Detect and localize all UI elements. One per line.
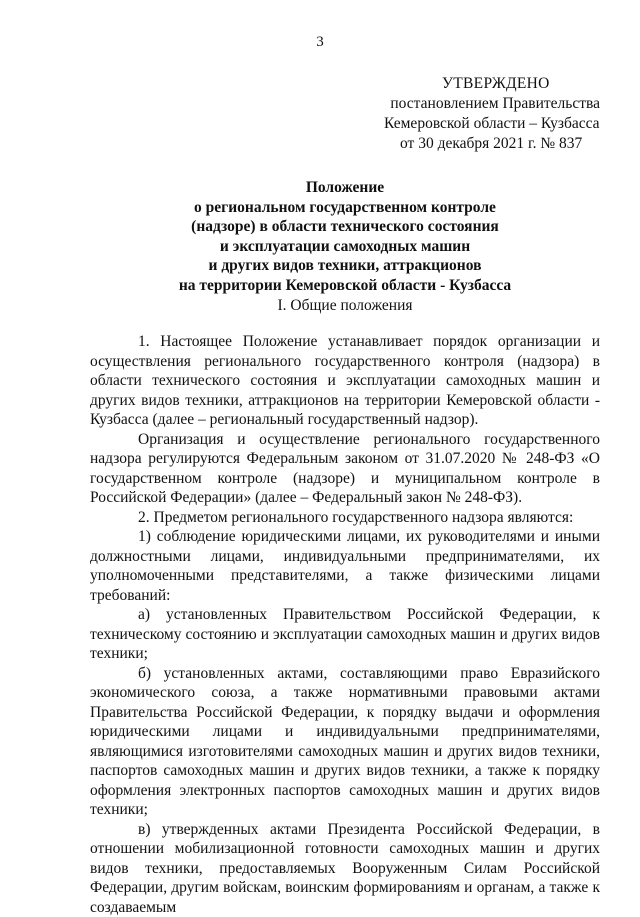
paragraph: Организация и осуществление регионального государственного надзора регулируются Федеральным законом от 31.07.2020 № 248-ФЗ «О государственном контроле (надзоре) и муниципальном контроле в Российской Федерации» (далее – Федеральный закон № 248-ФЗ).	[90, 430, 600, 508]
document-title	[90, 178, 600, 295]
title-line: и других видов техники, аттракционов	[90, 256, 600, 276]
page-number: 3	[0, 34, 640, 51]
paragraph: 2. Предметом регионального государственного надзора являются:	[90, 508, 600, 528]
section-heading: I. Общие положения	[90, 297, 600, 315]
title-line: Положение	[90, 178, 600, 198]
paragraph: а) установленных Правительством Российской Федерации, к техническому состоянию и эксплуатации самоходных машин и других видов техники;	[90, 605, 600, 664]
title-line: и эксплуатации самоходных машин	[90, 237, 600, 257]
approval-block	[360, 74, 600, 154]
title-line: (надзоре) в области технического состояния	[90, 217, 600, 237]
approval-line-1: постановлением Правительства	[360, 94, 600, 114]
approval-title: УТВЕРЖДЕНО	[360, 74, 600, 94]
paragraph: 1) соблюдение юридическими лицами, их руководителями и иными должностными лицами, индивидуальными предпринимателями, их уполномоченными представителями, а также физическими лицами требований:	[90, 527, 600, 605]
title-line: на территории Кемеровской области - Кузбасса	[90, 276, 600, 296]
paragraph: в) утвержденных актами Президента Российской Федерации, в отношении мобилизационной готовности самоходных машин и других видов техники, предоставляемых Вооруженным Силам Российской Федерации, другим войскам, воинским формированиям и органам, а также к создаваемым	[90, 820, 600, 917]
approval-line-3: от 30 декабря 2021 г. № 837	[360, 134, 600, 154]
title-line: о региональном государственном контроле	[90, 198, 600, 218]
paragraph: 1. Настоящее Положение устанавливает порядок организации и осуществления регионального государственного контроля (надзора) в области технического состояния и эксплуатации самоходных машин и других видов техники, аттракционов на территории Кемеровской области - Кузбасса (далее – региональный государственный надзор).	[90, 332, 600, 430]
document-body	[90, 332, 600, 917]
approval-line-2: Кемеровской области – Кузбасса	[360, 114, 600, 134]
paragraph: б) установленных актами, составляющими право Евразийского экономического союза, а также нормативными правовыми актами Правительства Российской Федерации, к порядку выдачи и оформления юридическими лицами и индивидуальными предпринимателями, являющимися изготовителями самоходных машин и других видов техники, паспортов самоходных машин и других видов техники, а также к порядку оформления электронных паспортов самоходных машин и других видов техники;	[90, 664, 600, 820]
